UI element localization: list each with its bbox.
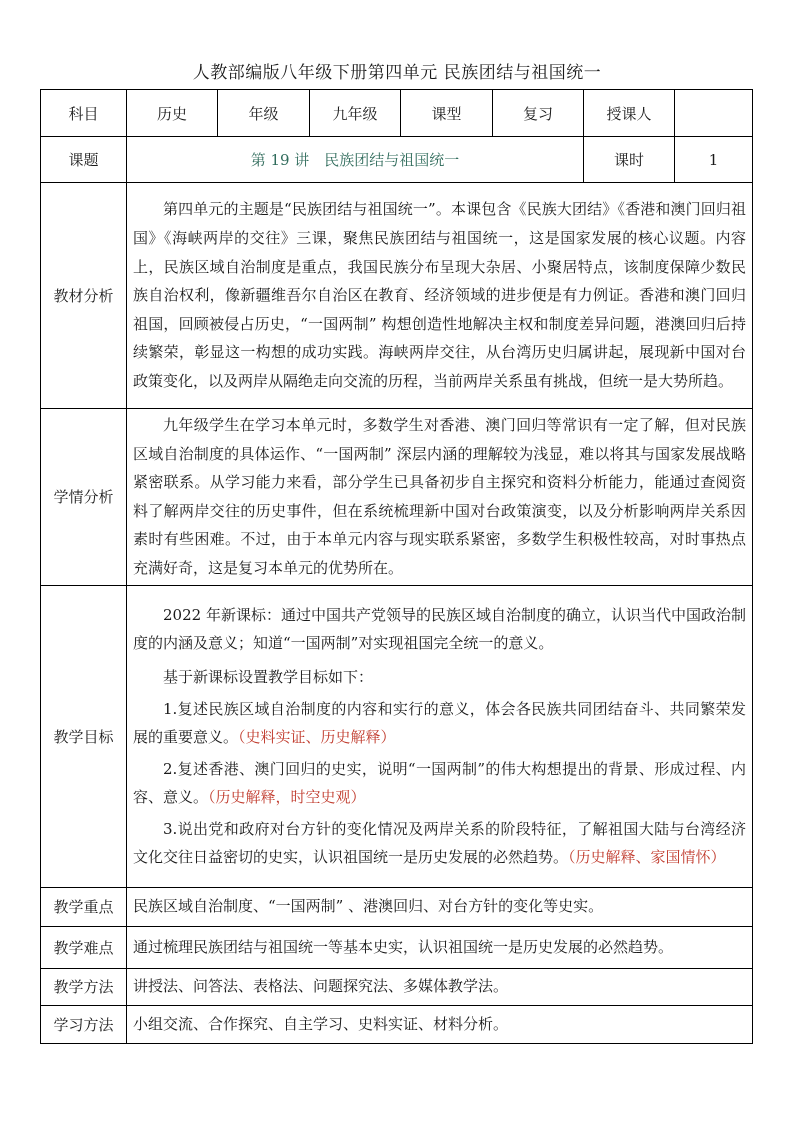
objective-2-tag: （历史解释，时空史观） — [208, 788, 366, 807]
objective-3-tag: （历史解释、家国情怀） — [568, 848, 726, 867]
objective-2-text: 2.复述香港、澳门回归的史实，说明“一国两制”的伟大构想提出的背景、形成过程、内容、意义。 — [133, 760, 746, 807]
header-row — [41, 90, 753, 137]
subject-label: 科目 — [41, 90, 127, 137]
teacher-value — [675, 90, 753, 137]
topic-label: 课题 — [41, 137, 127, 183]
key-points-row — [41, 887, 753, 926]
objectives-label: 教学目标 — [41, 585, 127, 887]
difficulties-row — [41, 926, 753, 968]
methods-text: 讲授法、问答法、表格法、问题探究法、多媒体教学法。 — [127, 968, 753, 1005]
objectives-intro: 2022 年新课标：通过中国共产党领导的民族区域自治制度的确立，认识当代中国政治制度的内涵及意义；知道“一国两制”对实现祖国完全统一的意义。 — [133, 606, 746, 653]
student-analysis-text: 九年级学生在学习本单元时，多数学生对香港、澳门回归等常识有一定了解，但对民族区域自治制度的具体运作、“一国两制” 深层内涵的理解较为浅显，难以将其与国家发展战略紧密联系。从学习能力来看，部分学生已具备初步自主探究和资料分析能力，能通过查阅资料了解两岸交往的历史事件，但在系统梳理新中国对台政策演变，以及分析影响两岸关系因素时有些困难。不过，由于本单元内容与现实联系紧密，多数学生积极性较高，对时事热点充满好奇，这是复习本单元的优势所在。 — [133, 416, 746, 577]
objective-item-2 — [133, 755, 746, 811]
student-analysis-label: 学情分析 — [41, 409, 127, 586]
objective-1-text: 1.复述民族区域自治制度的内容和实行的意义，体会各民族共同团结奋斗、共同繁荣发展的重要意义。 — [133, 700, 746, 747]
objectives-lead: 基于新课标设置教学目标如下： — [163, 668, 374, 687]
type-value: 复习 — [493, 90, 584, 137]
topic-row — [41, 137, 753, 183]
methods-label: 教学方法 — [41, 968, 127, 1005]
student-analysis-row — [41, 409, 753, 586]
lesson-title: 第 19 讲 民族团结与祖国统一 — [127, 137, 584, 183]
key-points-label: 教学重点 — [41, 887, 127, 926]
objective-3-text: 3.说出党和政府对台方针的变化情况及两岸关系的阶段特征，了解祖国大陆与台湾经济文化交往日益密切的史实，认识祖国统一是历史发展的必然趋势。 — [133, 820, 746, 867]
grade-label: 年级 — [218, 90, 310, 137]
objective-item-1 — [133, 695, 746, 751]
hours-value: 1 — [675, 137, 753, 183]
textbook-analysis-cell — [127, 183, 753, 409]
subject-value: 历史 — [127, 90, 218, 137]
difficulties-text: 通过梳理民族团结与祖国统一等基本史实，认识祖国统一是历史发展的必然趋势。 — [127, 926, 753, 968]
hours-label: 课时 — [584, 137, 675, 183]
learning-methods-text: 小组交流、合作探究、自主学习、史料实证、材料分析。 — [127, 1005, 753, 1043]
objectives-cell — [127, 585, 753, 887]
document-title: 人教部编版八年级下册第四单元 民族团结与祖国统一 — [192, 63, 602, 83]
learning-methods-label: 学习方法 — [41, 1005, 127, 1043]
objective-1-tag: （史料实证、历史解释） — [238, 728, 396, 747]
objective-item-3 — [133, 815, 746, 871]
student-analysis-cell — [127, 409, 753, 586]
type-label: 课型 — [401, 90, 493, 137]
methods-row — [41, 968, 753, 1005]
difficulties-label: 教学难点 — [41, 926, 127, 968]
textbook-analysis-text: 第四单元的主题是“民族团结与祖国统一”。本课包含《民族大团结》《香港和澳门回归祖国》《海峡两岸的交往》三课，聚焦民族团结与祖国统一，这是国家发展的核心议题。内容上，民族区域自治制度是重点，我国民族分布呈现大杂居、小聚居特点，该制度保障少数民族自治权利，像新疆维吾尔自治区在教育、经济领域的进步便是有力例证。香港和澳门回归祖国，回顾被侵占历史，“一国两制” 构想创造性地解决主权和制度差异问题，港澳回归后持续繁荣，彰显这一构想的成功实践。海峡两岸交往，从台湾历史归属讲起，展现新中国对台政策变化，以及两岸从隔绝走向交流的历程，当前两岸关系虽有挑战，但统一是大势所趋。 — [133, 200, 746, 390]
key-points-text: 民族区域自治制度、“一国两制” 、港澳回归、对台方针的变化等史实。 — [127, 887, 753, 926]
teacher-label: 授课人 — [584, 90, 675, 137]
lesson-plan-table — [40, 89, 753, 1044]
textbook-analysis-label: 教材分析 — [41, 183, 127, 409]
learning-methods-row — [41, 1005, 753, 1043]
grade-value: 九年级 — [310, 90, 401, 137]
objectives-row — [41, 585, 753, 887]
textbook-analysis-row — [41, 183, 753, 409]
